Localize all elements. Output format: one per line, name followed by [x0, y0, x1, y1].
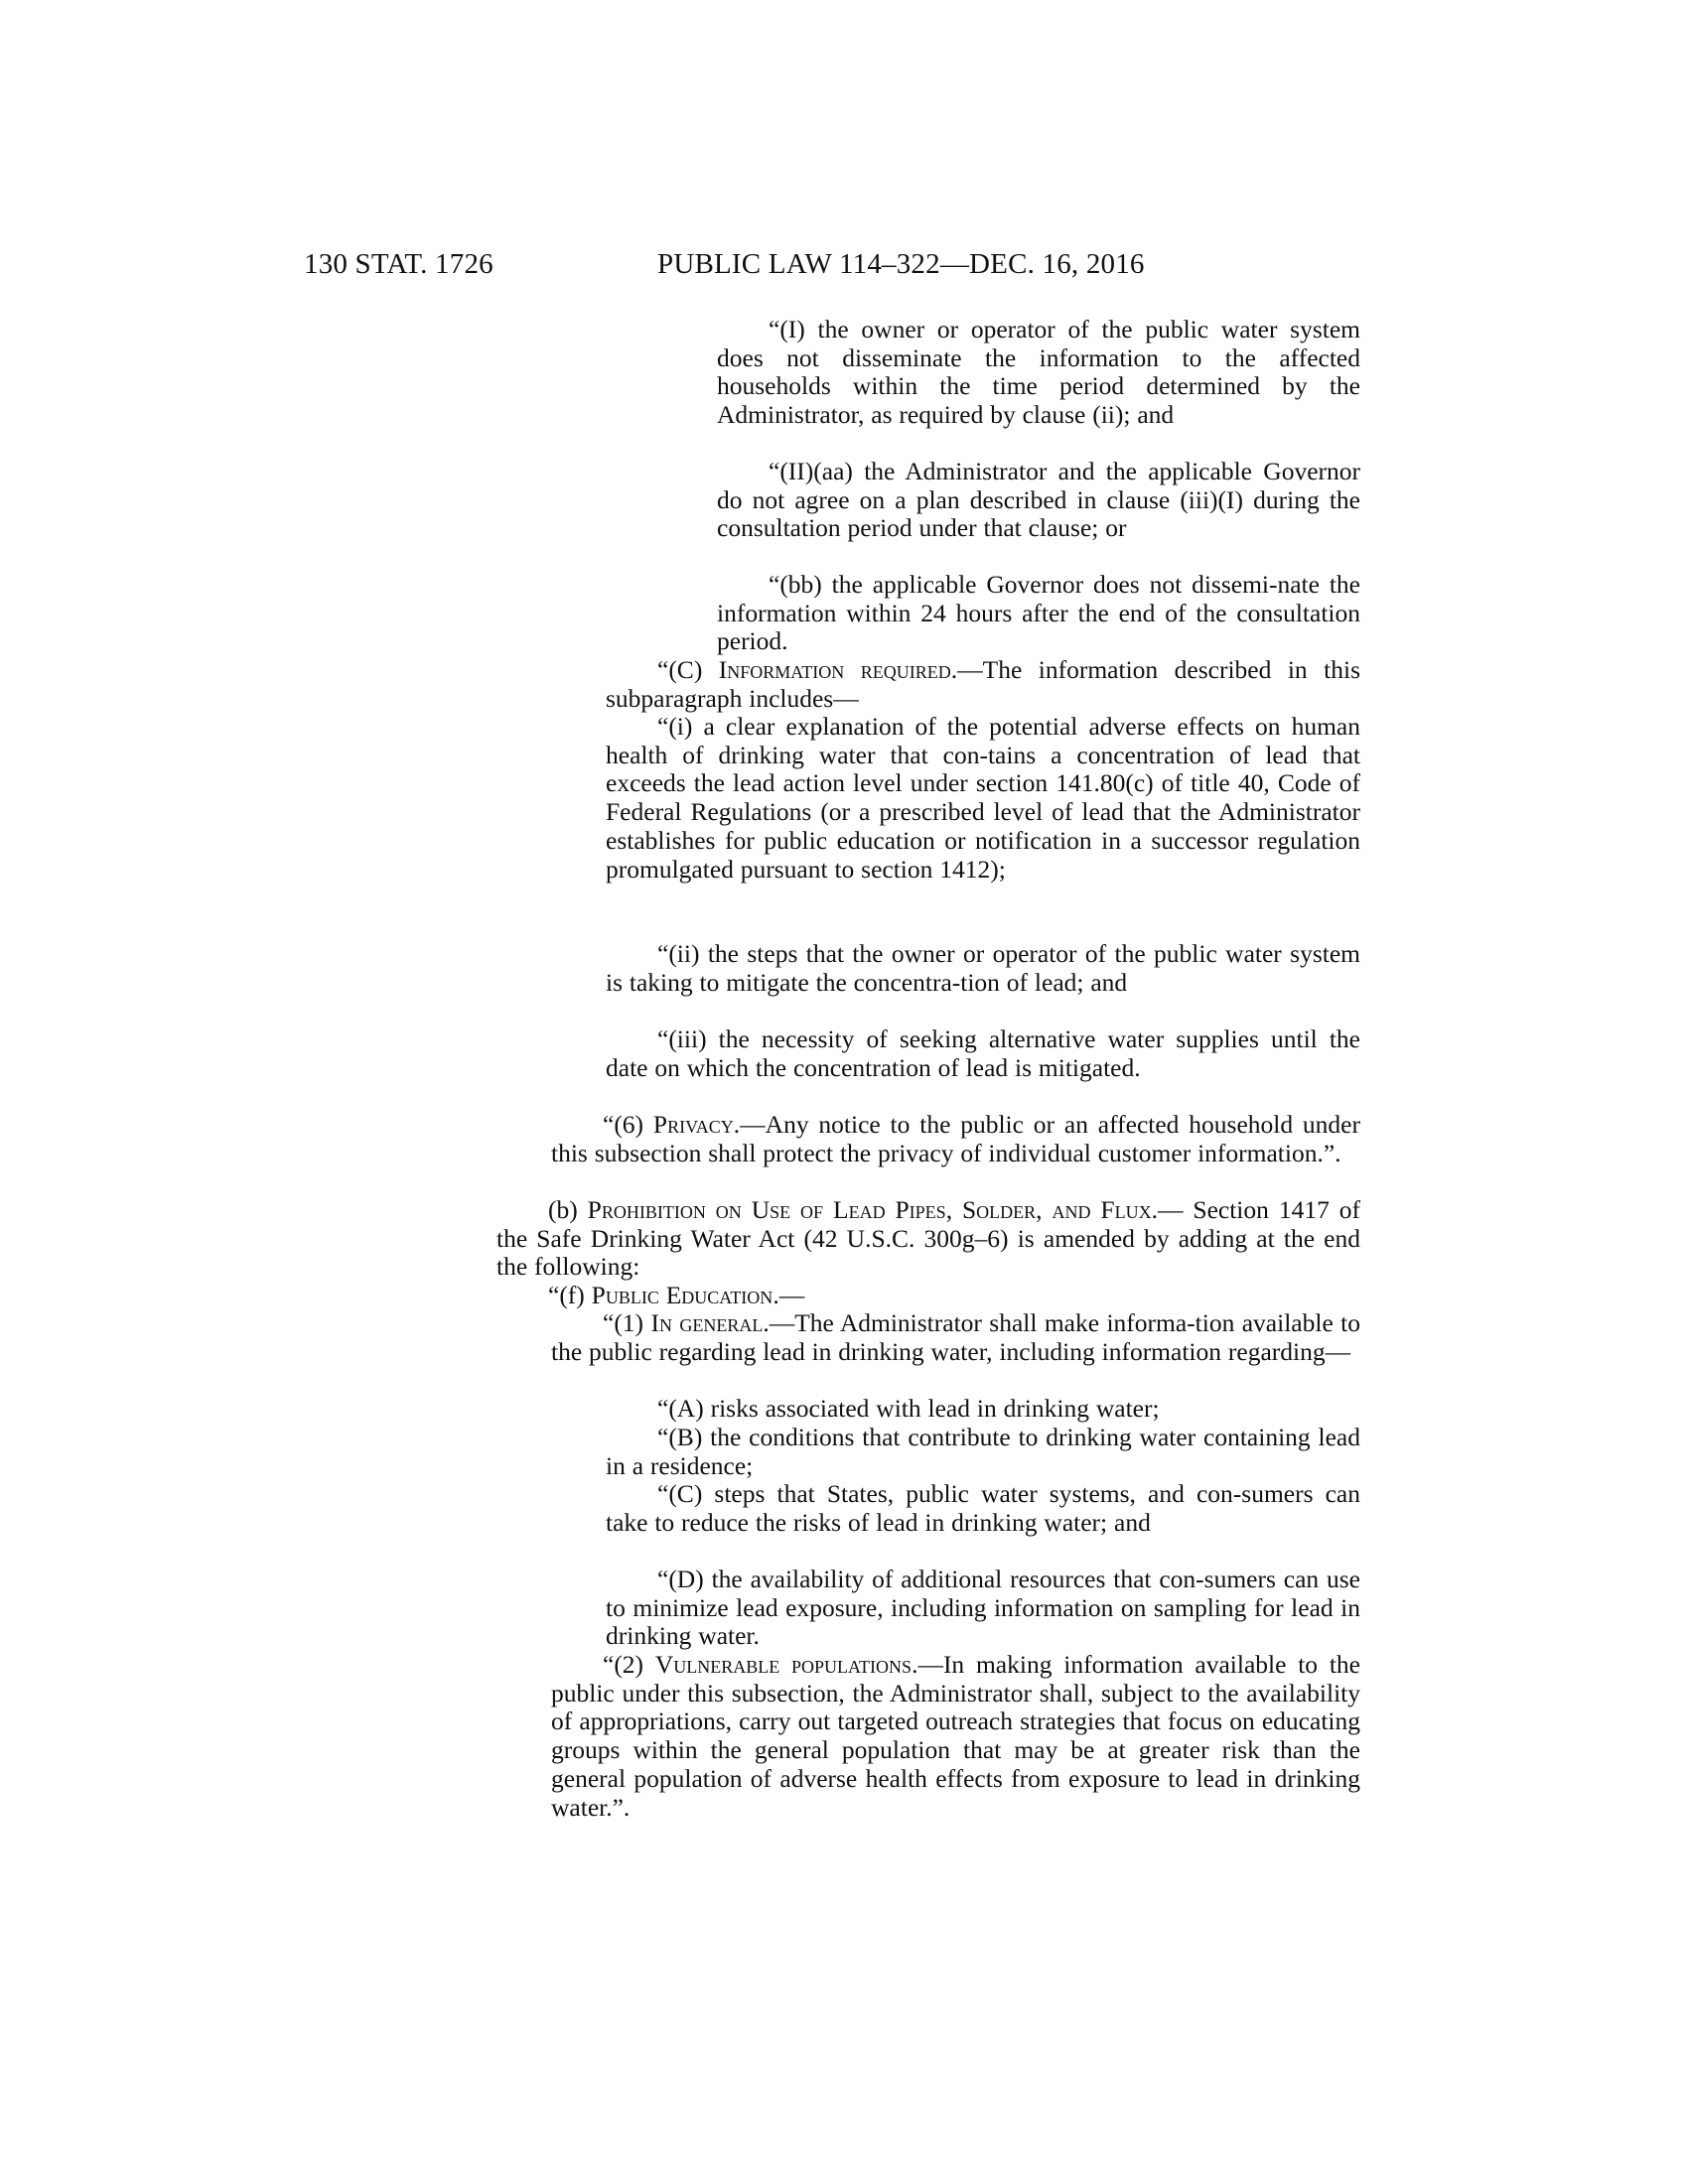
paragraph-1-prefix: “(1) — [603, 1308, 651, 1337]
public-law-title: PUBLIC LAW 114–322—DEC. 16, 2016 — [657, 248, 1145, 280]
subparagraph-C-paragraph — [606, 656, 1360, 713]
paragraph-1-text: .—The Administrator shall make informa-tion available to the public regarding lead in drinking water, including information regarding— — [551, 1308, 1360, 1366]
clause-I-text: “(I) the owner or operator of the public water system does not disseminate the information to the affected households within the time period determined by the Administrator, as required by clause (ii); and — [717, 315, 1360, 430]
clause-II-aa-text: “(II)(aa) the Administrator and the applicable Governor do not agree on a plan described in clause (iii)(I) during the consultation period under that clause; or — [717, 457, 1360, 543]
subsection-b-text: .— Section 1417 of the Safe Drinking Water Act (42 U.S.C. 300g–6) is amended by adding at the end the following: — [496, 1195, 1360, 1282]
item-C-text: “(C) steps that States, public water systems, and con-sumers can take to reduce the risks of lead in drinking water; and — [606, 1479, 1360, 1537]
clause-bb-text: “(bb) the applicable Governor does not dissemi-nate the information within 24 hours after the end of the consultation period. — [717, 570, 1360, 656]
subparagraph-C-text: .—The information described in this subparagraph includes— — [606, 655, 1361, 713]
clause-iii-paragraph — [606, 1025, 1360, 1082]
subsection-f-heading: Public Education — [591, 1281, 774, 1309]
clause-iii-text: “(iii) the necessity of seeking alternative water supplies until the date on which the concentration of lead is mitigated. — [606, 1024, 1360, 1082]
item-B-paragraph — [606, 1424, 1360, 1480]
subsection-b-paragraph — [496, 1196, 1360, 1282]
subsection-b-heading: Prohibition on Use of Lead Pipes, Solder, and Flux — [587, 1195, 1152, 1224]
clause-i-paragraph — [606, 713, 1360, 884]
paragraph-2-vulnerable-populations — [551, 1651, 1360, 1822]
subsection-b-prefix: (b) — [548, 1195, 588, 1224]
subparagraph-C-prefix: “(C) — [657, 655, 719, 684]
item-A-text: “(A) risks associated with lead in drinking water; — [657, 1394, 1160, 1423]
item-C-paragraph — [606, 1480, 1360, 1537]
paragraph-1-heading: In general — [650, 1308, 764, 1337]
subsection-f-prefix: “(f) — [548, 1281, 592, 1309]
clause-I-paragraph — [717, 316, 1360, 430]
clause-II-aa-paragraph — [717, 458, 1360, 543]
paragraph-6-text: .—Any notice to the public or an affected household under this subsection shall protect the privacy of individual customer information.”. — [551, 1110, 1360, 1167]
paragraph-6-heading: Privacy — [652, 1110, 734, 1139]
item-D-paragraph — [606, 1566, 1360, 1651]
item-B-text: “(B) the conditions that contribute to drinking water containing lead in a residence; — [606, 1423, 1360, 1480]
subsection-f-heading-paragraph — [496, 1282, 1360, 1310]
statute-page-reference: 130 STAT. 1726 — [304, 248, 493, 280]
paragraph-2-text: .—In making information available to the public under this subsection, the Administrator shall, subject to the availability of appropriations, carry out targeted outreach strategies that focus on educating groups within the general population that may be at greater risk than the general population of adverse health effects from exposure to lead in drinking water.”. — [551, 1650, 1360, 1822]
clause-i-text: “(i) a clear explanation of the potential adverse effects on human health of drinking water that con-tains a concentration of lead that exceeds the lead action level under section 141.80(c) of title 40, Code of Federal Regulations (or a prescribed level of lead that the Administrator establishes for public education or notification in a successor regulation promulgated pursuant to section 1412); — [606, 712, 1360, 884]
paragraph-6-prefix: “(6) — [603, 1110, 653, 1139]
subparagraph-C-heading: Information required — [718, 655, 951, 684]
paragraph-1-in-general — [551, 1309, 1360, 1366]
clause-bb-paragraph — [717, 571, 1360, 656]
item-D-text: “(D) the availability of additional resources that con-sumers can use to minimize lead exposure, including information on sampling for lead in drinking water. — [606, 1565, 1360, 1651]
subsection-f-text: .— — [773, 1281, 805, 1309]
clause-ii-text: “(ii) the steps that the owner or operator of the public water system is taking to mitigate the concentra-tion of lead; and — [606, 939, 1360, 997]
paragraph-2-prefix: “(2) — [603, 1650, 655, 1679]
paragraph-6-privacy — [551, 1111, 1360, 1167]
clause-ii-paragraph — [606, 940, 1360, 997]
paragraph-2-heading: Vulnerable populations — [654, 1650, 913, 1679]
item-A-paragraph — [606, 1395, 1360, 1424]
